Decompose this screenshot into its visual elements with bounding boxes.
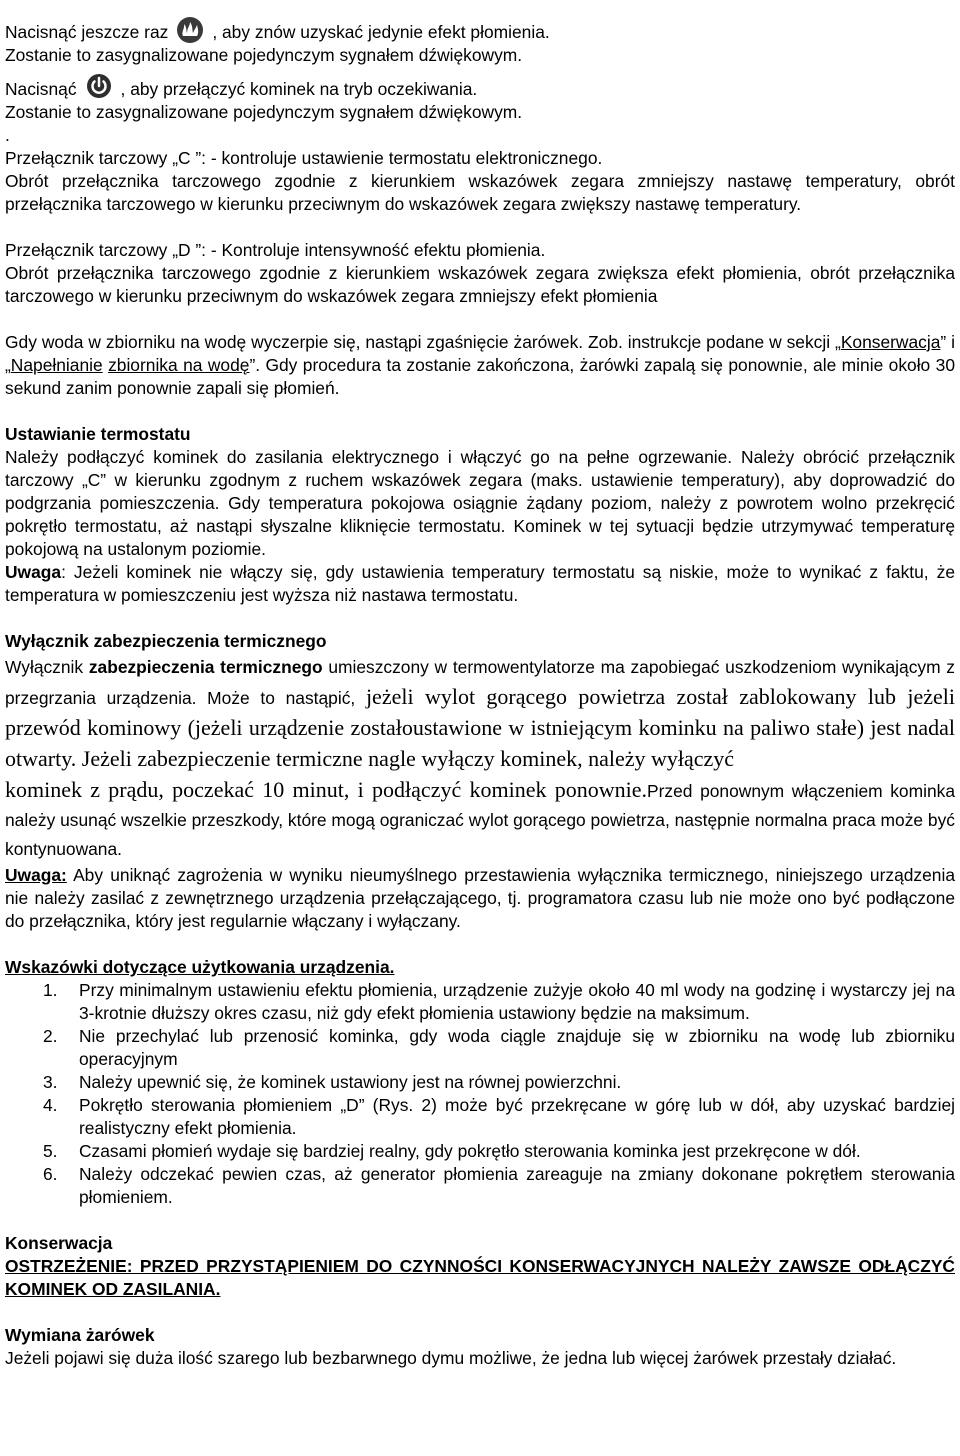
heading-text: Wskazówki dotyczące użytkowania urządzenia. xyxy=(5,957,395,977)
dial-d-title: Przełącznik tarczowy „D ”: - Kontroluje intensywność efektu płomienia. xyxy=(5,240,546,260)
list-text: Czasami płomień wydaje się bardziej realny, gdy pokrętło sterowania kominka jest przekręcone w dół. xyxy=(79,1141,861,1161)
intro-line-5: . xyxy=(5,125,10,145)
list-text: Przy minimalnym ustawieniu efektu płomienia, urządzenie zużyje około 40 ml wody na godzinę i wystarczy jej na 3-krotnie dłuższy okres czasu, niż gdy efekt płomienia ustawiony będzie na maksimum. xyxy=(79,980,955,1023)
power-icon xyxy=(81,73,117,101)
water-text: ” i „ xyxy=(5,332,955,375)
document-page xyxy=(5,16,955,1370)
thermal-text-part: umieszczony w termowentylatorze ma zapobiegać uszkodzeniom wynikającym z przegrzania urządzenia. Może to nastąpić, xyxy=(5,657,955,708)
warning-text: OSTRZEŻENIE: PRZED PRZYSTĄPIENIEM DO CZYNNOŚCI KONSERWACYJNYCH NALEŻY ZAWSZE ODŁĄCZYĆ KOMINEK OD ZASILANIA. xyxy=(5,1256,955,1299)
list-text: Pokrętło sterowania płomieniem „D” (Rys. 2) może być przekręcane w górę lub w dół, aby uzyskać bardziej realistyczny efekt płomienia. xyxy=(79,1095,955,1138)
list-text: Nie przechylać lub przenosić kominka, gdy woda ciągle znajduje się w zbiorniku na wodę lub zbiorniku operacyjnym xyxy=(79,1026,955,1069)
thermostat-heading xyxy=(5,423,955,446)
dial-c-title: Przełącznik tarczowy „C ”: - kontroluje ustawienie termostatu elektronicznego. xyxy=(5,148,603,168)
thermostat-text: Należy podłączyć kominek do zasilania elektrycznego i włączyć go na pełne ogrzewanie. Należy obrócić przełącznik tarczowy „C” w kierunku zgodnym z ruchem wskazówek zegara (maks. ustawienie temperatury), aby doprowadzić do podgrzania pomieszczenia. Gdy temperatura pokojowa osiągnie żądany poziom, należy z powrotem wolno przekręcić pokrętło termostatu, aż nastąpi słyszalne kliknięcie termostatu. Kominek w tej sytuacji będzie utrzymywać temperaturę pokojową na ustalonym poziomie. xyxy=(5,447,955,559)
dial-d-text: Obrót przełącznika tarczowego zgodnie z kierunkiem wskazówek zegara zwiększa efekt płomienia, obrót przełącznika tarczowego w kierunku przeciwnym do wskazówek zegara zmniejszy efekt płomienia xyxy=(5,263,955,306)
maintenance-heading xyxy=(5,1232,955,1255)
dial-c-text: Obrót przełącznika tarczowego zgodnie z kierunkiem wskazówek zegara zmniejszy nastawę temperatury, obrót przełącznika tarczowego w kierunku przeciwnym do wskazówek zegara zwiększy nastawę temperatury. xyxy=(5,171,955,214)
heading-text: Wyłącznik zabezpieczenia termicznego xyxy=(5,631,327,651)
water-text: ”. Gdy procedura ta zostanie zakończona, żarówki zapalą się ponownie, ale minie około 30 sekund zanim ponownie zapali się płomień. xyxy=(5,355,955,398)
bulbs-heading xyxy=(5,1324,955,1347)
thermal-text xyxy=(5,653,955,775)
link-konserwacja[interactable]: Konserwacja xyxy=(840,332,941,352)
list-number: 6. xyxy=(43,1164,58,1184)
intro-text: Nacisnąć jeszcze raz xyxy=(5,22,169,42)
heading-text: Ustawianie termostatu xyxy=(5,424,191,444)
list-text: Należy upewnić się, że kominek ustawiony jest na równej powierzchni. xyxy=(79,1072,622,1092)
note-text: Aby uniknąć zagrożenia w wyniku nieumyślnego przestawienia wyłącznika termicznego, niniejszego urządzenia nie należy zasilać z zewnętrznego urządzenia przełączającego, tj. programatora czasu lub nie może ono być podłączone do przełącznika, który jest regularnie włączany i wyłączany. xyxy=(5,865,955,931)
water-text: Gdy woda w zbiorniku na wodę wyczerpie się, nastąpi zgaśnięcie żarówek. Zob. instrukcje podane w sekcji „ xyxy=(5,332,841,352)
note-label: Uwaga: xyxy=(5,865,67,885)
flame-icon xyxy=(172,16,208,44)
note-label: Uwaga xyxy=(5,562,62,582)
thermal-text-bold: zabezpieczenia termicznego xyxy=(88,657,323,677)
list-number: 4. xyxy=(43,1095,58,1115)
tips-list xyxy=(5,979,955,1209)
list-item xyxy=(5,1025,955,1071)
intro-line-4: Zostanie to zasygnalizowane pojedynczym sygnałem dźwiękowym. xyxy=(5,102,523,122)
heading-text: Konserwacja xyxy=(5,1233,113,1253)
list-number: 3. xyxy=(43,1072,58,1092)
note-text: : Jeżeli kominek nie włączy się, gdy ustawienia temperatury termostatu są niskie, może to wynikać z faktu, że temperatura w pomieszczeniu jest wyższa niż nastawa termostatu. xyxy=(5,562,955,605)
heading-text: Wymiana żarówek xyxy=(5,1325,155,1345)
list-number: 5. xyxy=(43,1141,58,1161)
thermal-text-2 xyxy=(5,775,955,864)
thermostat-note xyxy=(5,561,955,607)
thermal-text-part: Przed ponownym włączeniem kominka należy usunąć wszelkie przeszkody, które mogą ograniczać wylot gorącego powietrza, następnie normalna praca może być kontynuowana. xyxy=(5,781,955,859)
intro-text: , aby przełączyć kominek na tryb oczekiwania. xyxy=(120,79,478,99)
thermal-serif-text: kominek z prądu, poczekać 10 minut, i podłączyć kominek ponownie. xyxy=(5,777,648,802)
list-item xyxy=(5,979,955,1025)
intro-line-2: Zostanie to zasygnalizowane pojedynczym sygnałem dźwiękowym. xyxy=(5,45,523,65)
list-number: 2. xyxy=(43,1026,58,1046)
list-item xyxy=(5,1094,955,1140)
intro-text: , aby znów uzyskać jedynie efekt płomienia. xyxy=(212,22,550,42)
list-text: Należy odczekać pewien czas, aż generator płomienia zareaguje na zmiany dokonane pokrętłem sterowania płomieniem. xyxy=(79,1164,955,1207)
link-zbiornika[interactable]: zbiornika na wodę xyxy=(108,355,250,375)
thermal-heading xyxy=(5,630,955,653)
maintenance-warning xyxy=(5,1255,955,1301)
list-number: 1. xyxy=(43,980,58,1000)
intro-line-1 xyxy=(5,16,955,44)
thermal-note xyxy=(5,864,955,933)
intro-text: Nacisnąć xyxy=(5,79,77,99)
water-paragraph xyxy=(5,331,955,400)
link-napelnianie[interactable]: Napełnianie xyxy=(10,355,103,375)
thermal-text-part: Wyłącznik xyxy=(5,657,89,677)
list-item xyxy=(5,1140,955,1163)
thermal-serif-text: jeżeli wylot gorącego powietrza został zablokowany lub jeżeli przewód kominowy (jeżeli urządzenie zostałoustawione w istniejącym kominku na paliwo stałe) jest nadal otwarty. Jeżeli zabezpieczenie termiczne nagle wyłączy kominek, należy wyłączyć xyxy=(5,684,955,771)
bulbs-text: Jeżeli pojawi się duża ilość szarego lub bezbarwnego dymu możliwe, że jedna lub więcej żarówek przestały działać. xyxy=(5,1348,897,1368)
intro-line-3 xyxy=(5,73,955,101)
tips-heading xyxy=(5,956,955,979)
list-item xyxy=(5,1163,955,1209)
list-item xyxy=(5,1071,955,1094)
